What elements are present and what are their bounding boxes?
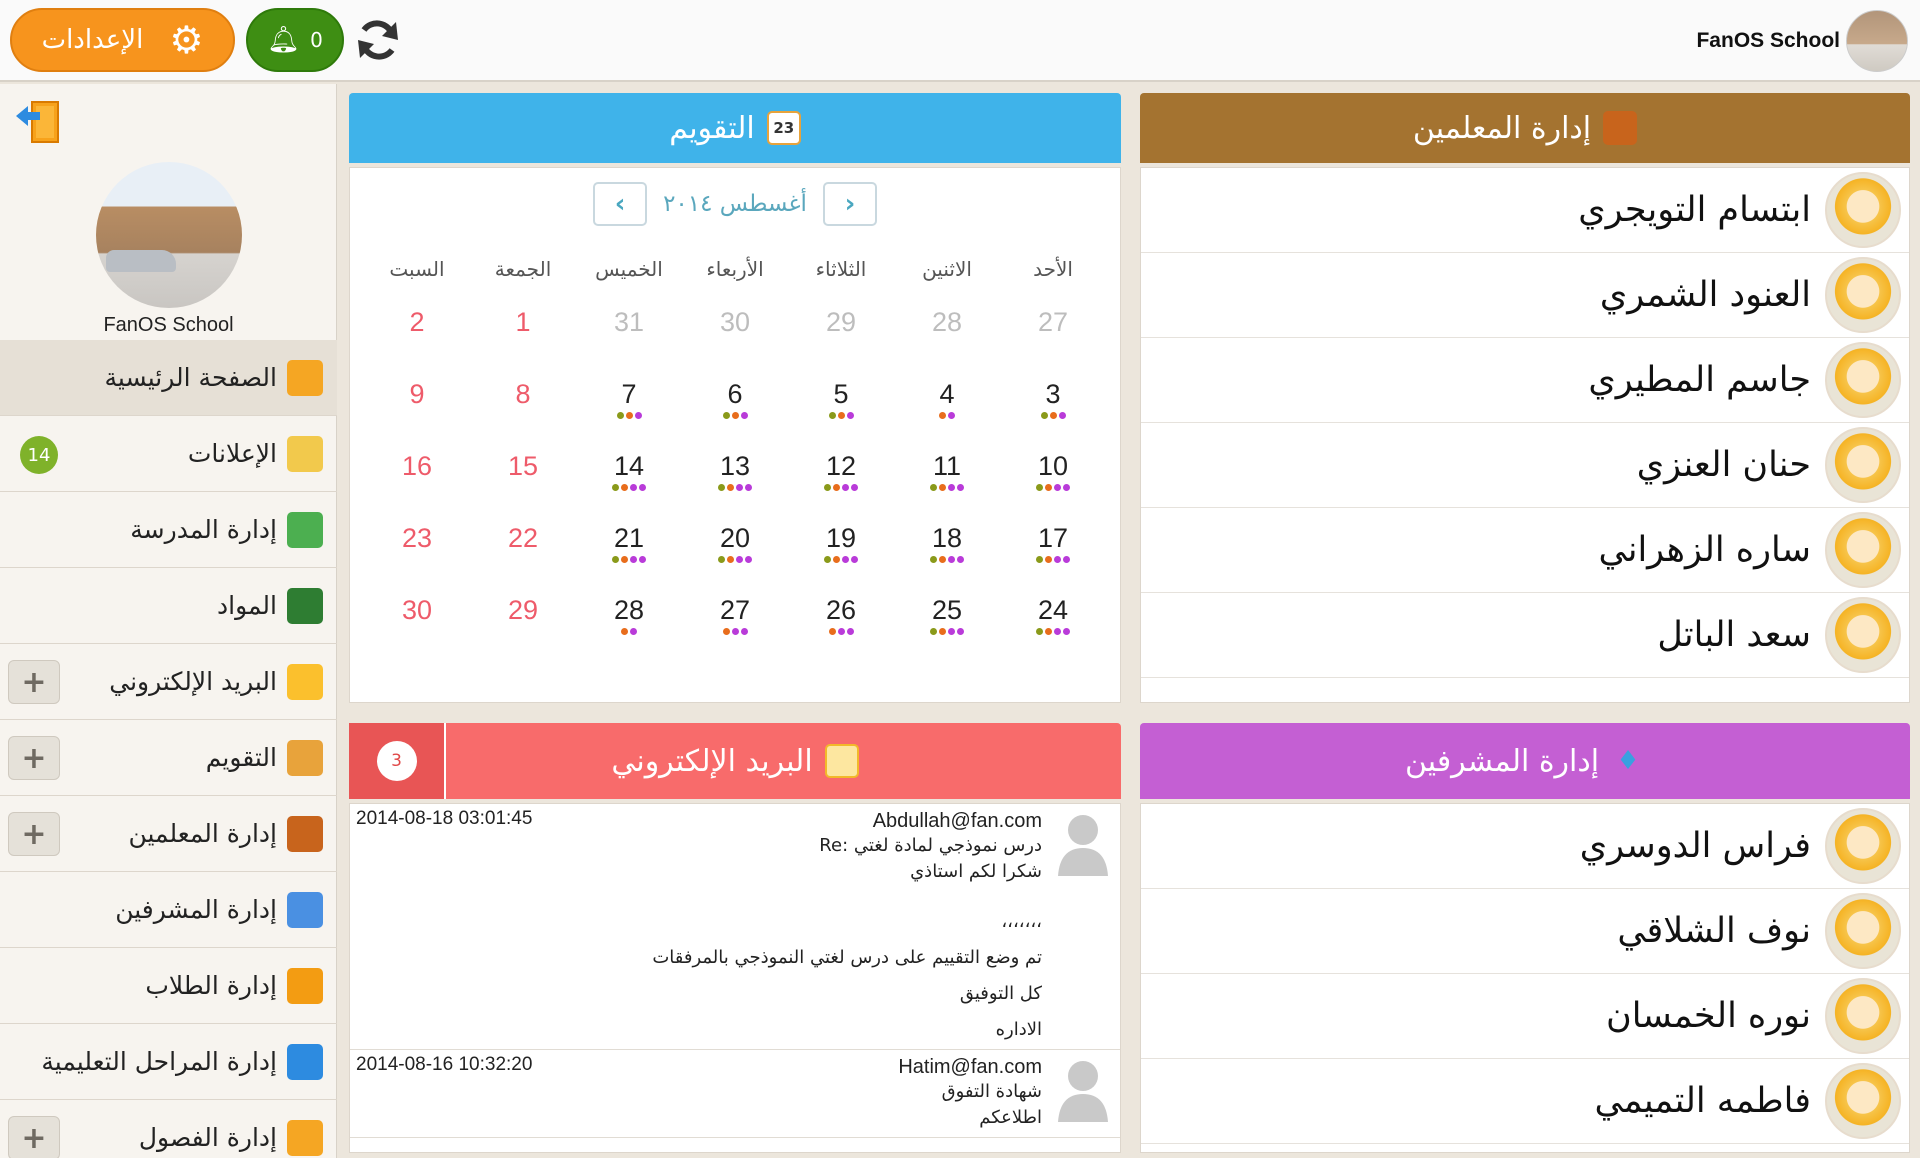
person-name: حنان العنزي <box>1636 445 1811 485</box>
calendar-day[interactable] <box>1003 511 1103 583</box>
event-dot <box>1054 484 1061 491</box>
event-dot <box>745 556 752 563</box>
sidebar-item[interactable] <box>0 948 337 1024</box>
event-dot <box>957 484 964 491</box>
event-dots <box>791 628 891 635</box>
event-dots <box>897 484 997 491</box>
calendar-day[interactable] <box>367 295 467 367</box>
sidebar-item[interactable] <box>0 1100 337 1158</box>
sidebar-item-label: البريد الإلكتروني <box>109 667 277 696</box>
calendar-day-number: 30 <box>719 307 751 337</box>
event-dot <box>1045 484 1052 491</box>
calendar-day-number: 10 <box>1037 451 1069 481</box>
calendar-day[interactable] <box>685 367 785 439</box>
event-dot <box>621 628 628 635</box>
calendar-panel <box>349 167 1121 703</box>
calendar-day-number: 13 <box>719 451 751 481</box>
calendar-day[interactable] <box>367 367 467 439</box>
sidebar-item-label: إدارة الطلاب <box>145 971 277 1000</box>
calendar-header <box>349 93 1121 163</box>
event-dot <box>727 484 734 491</box>
calendar-day-number: 8 <box>515 379 531 409</box>
event-dot <box>1036 556 1043 563</box>
calendar-day-number: 15 <box>507 451 539 481</box>
calendar-day[interactable] <box>791 295 891 367</box>
event-dot <box>630 484 637 491</box>
calendar-day-number: 31 <box>613 307 645 337</box>
teachers-header <box>1140 93 1910 163</box>
event-dots <box>685 556 785 563</box>
event-dot <box>939 412 946 419</box>
calendar-day[interactable] <box>791 439 891 511</box>
person-avatar <box>1825 512 1901 588</box>
mail-body-line: الاداره <box>995 1019 1042 1040</box>
sidebar-item[interactable] <box>0 872 337 948</box>
event-dot <box>851 484 858 491</box>
calendar-day-name: الخميس <box>595 257 663 281</box>
calendar-day[interactable] <box>1003 367 1103 439</box>
expand-plus-button[interactable]: + <box>8 812 60 856</box>
event-dots <box>791 556 891 563</box>
top-bar <box>0 0 1920 82</box>
briefcase-icon <box>287 816 323 852</box>
person-avatar <box>1825 597 1901 673</box>
event-dot <box>1054 628 1061 635</box>
calendar-day-number: 20 <box>719 523 751 553</box>
subjects-icon <box>287 588 323 624</box>
mail-date: 2014-08-18 03:01:45 <box>356 808 533 829</box>
event-dot <box>635 412 642 419</box>
teachers-title: إدارة المعلمين <box>1412 110 1592 146</box>
event-dot <box>621 556 628 563</box>
calendar-day[interactable] <box>791 511 891 583</box>
calendar-day[interactable] <box>367 583 467 655</box>
person-name: ابتسام التويجري <box>1578 190 1811 230</box>
event-dot <box>1054 556 1061 563</box>
user-silhouette-icon <box>1054 1056 1112 1122</box>
person-row[interactable] <box>1141 1059 1909 1144</box>
calendar-day-number: 29 <box>825 307 857 337</box>
calendar-day-number: 30 <box>401 595 433 625</box>
event-dot <box>617 412 624 419</box>
event-dot <box>639 484 646 491</box>
event-dots <box>897 412 997 419</box>
event-dot <box>838 628 845 635</box>
sidebar-item[interactable] <box>0 568 337 644</box>
event-dot <box>939 484 946 491</box>
bell-icon: 🔔︎ <box>267 25 301 55</box>
event-dot <box>626 412 633 419</box>
calendar-day[interactable] <box>897 439 997 511</box>
notifications-button[interactable] <box>246 8 344 72</box>
event-dots <box>1003 484 1103 491</box>
event-dot <box>745 484 752 491</box>
person-name: فاطمه التميمي <box>1594 1081 1811 1121</box>
event-dots <box>1003 556 1103 563</box>
announcements-icon <box>287 436 323 472</box>
event-dot <box>851 556 858 563</box>
profile-name: FanOS School <box>103 314 234 336</box>
event-dot <box>957 628 964 635</box>
calendar-week <box>350 439 1120 511</box>
mail-body-line: درس نموذجي لمادة لغتي :Re <box>819 835 1042 856</box>
person-name: سعد الباتل <box>1657 615 1811 655</box>
sidebar-item-label: الإعلانات <box>187 439 277 468</box>
person-name: جاسم المطيري <box>1588 360 1811 400</box>
event-dot <box>1045 556 1052 563</box>
sidebar-item[interactable] <box>0 416 337 492</box>
person-row[interactable] <box>1141 338 1909 423</box>
event-dot <box>1045 628 1052 635</box>
calendar-day-number: 14 <box>613 451 645 481</box>
event-dot <box>847 412 854 419</box>
settings-label: الإعدادات <box>41 25 144 55</box>
event-dot <box>639 556 646 563</box>
sidebar-item[interactable] <box>0 720 337 796</box>
calendar-day[interactable] <box>1003 439 1103 511</box>
person-avatar <box>1825 893 1901 969</box>
expand-plus-button[interactable]: + <box>8 1116 60 1158</box>
person-row[interactable] <box>1141 168 1909 253</box>
sidebar-item[interactable] <box>0 340 337 416</box>
calendar-day-number: 17 <box>1037 523 1069 553</box>
sidebar-item-label: الصفحة الرئيسية <box>104 363 277 392</box>
sidebar-item-label: إدارة المعلمين <box>128 819 277 848</box>
event-dot <box>1036 628 1043 635</box>
event-dot <box>948 484 955 491</box>
event-dot <box>1041 412 1048 419</box>
calendar-day-number: 21 <box>613 523 645 553</box>
calendar-day[interactable] <box>685 511 785 583</box>
calendar-day-number: 26 <box>825 595 857 625</box>
calendar-nav <box>350 182 1120 226</box>
mail-header <box>349 723 1121 799</box>
calendar-day-number: 18 <box>931 523 963 553</box>
event-dot <box>741 628 748 635</box>
person-row[interactable] <box>1141 974 1909 1059</box>
calendar-day[interactable] <box>897 295 997 367</box>
calendar-day-name: الثلاثاء <box>815 257 867 281</box>
event-dot <box>723 412 730 419</box>
person-avatar <box>1825 172 1901 248</box>
home-icon <box>287 360 323 396</box>
event-dots <box>1003 628 1103 635</box>
calendar-day-number: 11 <box>932 451 962 481</box>
calendar-grid <box>350 243 1120 655</box>
count-badge: 14 <box>20 436 58 474</box>
person-name: فراس الدوسري <box>1579 826 1811 866</box>
notifications-count: 0 <box>310 28 323 52</box>
school-management-icon <box>287 512 323 548</box>
sidebar-item-label: المواد <box>216 591 277 620</box>
mail-body-line: اطلاعكم <box>979 1107 1042 1128</box>
calendar-day[interactable] <box>473 367 573 439</box>
calendar-day[interactable] <box>579 367 679 439</box>
event-dot <box>727 556 734 563</box>
person-row[interactable] <box>1141 423 1909 508</box>
event-dots <box>685 628 785 635</box>
calendar-day[interactable] <box>473 583 573 655</box>
calendar-day[interactable] <box>791 367 891 439</box>
event-dot <box>824 556 831 563</box>
calendar-week <box>350 511 1120 583</box>
calendar-day-number: 6 <box>727 379 743 409</box>
person-name: ساره الزهراني <box>1598 530 1811 570</box>
calendar-day[interactable] <box>897 583 997 655</box>
calendar-week <box>350 583 1120 655</box>
calendar-day-number: 28 <box>613 595 645 625</box>
calendar-day-number: 3 <box>1045 379 1061 409</box>
event-dot <box>842 484 849 491</box>
event-dot <box>1063 628 1070 635</box>
mail-title: البريد الإلكتروني <box>611 743 813 779</box>
calendar-day[interactable] <box>579 439 679 511</box>
envelope-icon <box>825 744 859 778</box>
person-avatar <box>1825 257 1901 333</box>
mail-body-line: شكرا لكم استاذي <box>910 861 1042 882</box>
calendar-day-name: الأربعاء <box>706 257 764 281</box>
event-dot <box>612 556 619 563</box>
event-dot <box>824 484 831 491</box>
calendar-day-number: 29 <box>507 595 539 625</box>
calendar-day-number: 27 <box>1037 307 1069 337</box>
calendar-month-label: أغسطس ٢٠١٤ <box>663 191 807 217</box>
calendar-week <box>350 295 1120 367</box>
sidebar-item[interactable] <box>0 492 337 568</box>
sidebar-item[interactable] <box>0 1024 337 1100</box>
event-dot <box>829 412 836 419</box>
mail-body-line: تم وضع التقييم على درس لغتي النموذجي بالمرفقات <box>652 947 1042 968</box>
event-dot <box>718 484 725 491</box>
calendar-icon: 23 <box>767 111 801 145</box>
person-row[interactable] <box>1141 804 1909 889</box>
calendar-day-number: 4 <box>939 379 955 409</box>
event-dot <box>948 556 955 563</box>
calendar-day-names <box>350 243 1120 295</box>
mail-body-line: كل التوفيق <box>959 983 1042 1004</box>
tie-icon <box>287 892 323 928</box>
event-dot <box>732 628 739 635</box>
mail-date: 2014-08-16 10:32:20 <box>356 1054 533 1075</box>
calendar-day-number: 2 <box>409 307 425 337</box>
sidebar <box>0 84 337 1158</box>
calendar-next-button[interactable]: › <box>823 182 877 226</box>
calendar-day[interactable] <box>367 439 467 511</box>
event-dot <box>829 628 836 635</box>
classes-icon <box>287 1120 323 1156</box>
calendar-day-number: 22 <box>507 523 539 553</box>
event-dot <box>732 412 739 419</box>
event-dots <box>791 412 891 419</box>
students-icon <box>287 968 323 1004</box>
event-dot <box>847 628 854 635</box>
calendar-day-number: 9 <box>409 379 425 409</box>
person-avatar <box>1825 342 1901 418</box>
event-dot <box>833 484 840 491</box>
calendar-day[interactable] <box>473 439 573 511</box>
event-dot <box>939 556 946 563</box>
calendar-day[interactable] <box>1003 295 1103 367</box>
sidebar-item-label: إدارة المراحل التعليمية <box>41 1047 277 1076</box>
person-row[interactable] <box>1141 508 1909 593</box>
calendar-week <box>350 367 1120 439</box>
event-dot <box>630 556 637 563</box>
person-row[interactable] <box>1141 889 1909 974</box>
calendar-day-number: 7 <box>621 379 637 409</box>
person-avatar <box>1825 808 1901 884</box>
calendar-day[interactable] <box>579 511 679 583</box>
mail-icon <box>287 664 323 700</box>
sidebar-nav <box>0 340 337 1158</box>
briefcase-icon <box>1603 111 1637 145</box>
calendar-day-number: 12 <box>825 451 857 481</box>
event-dot <box>1063 484 1070 491</box>
calendar-day[interactable] <box>685 583 785 655</box>
calendar-day-number: 24 <box>1037 595 1069 625</box>
profile-avatar <box>96 162 242 308</box>
person-name: نوف الشلاقي <box>1617 911 1811 951</box>
event-dot <box>736 556 743 563</box>
calendar-day-number: 23 <box>401 523 433 553</box>
event-dot <box>621 484 628 491</box>
event-dot <box>612 484 619 491</box>
mail-count-badge[interactable]: 3 <box>349 723 446 799</box>
calendar-day[interactable] <box>685 295 785 367</box>
calendar-day-number: 1 <box>515 307 531 337</box>
mail-sender: Abdullah@fan.com <box>872 810 1042 832</box>
event-dots <box>1003 412 1103 419</box>
calendar-day[interactable] <box>579 295 679 367</box>
sidebar-item-label: إدارة المشرفين <box>115 895 277 924</box>
mail-body-line <box>356 885 1042 899</box>
event-dots <box>685 412 785 419</box>
event-dot <box>718 556 725 563</box>
calendar-icon <box>287 740 323 776</box>
person-avatar <box>1825 978 1901 1054</box>
calendar-prev-button[interactable]: ‹ <box>593 182 647 226</box>
supervisors-title: إدارة المشرفين <box>1404 743 1600 779</box>
event-dot <box>741 412 748 419</box>
calendar-day[interactable] <box>579 583 679 655</box>
calendar-day[interactable] <box>897 367 997 439</box>
sidebar-item-label: إدارة الفصول <box>138 1123 277 1152</box>
sidebar-item-label: إدارة المدرسة <box>130 515 277 544</box>
calendar-day[interactable] <box>685 439 785 511</box>
event-dot <box>948 628 955 635</box>
back-arrow-icon[interactable] <box>14 98 62 146</box>
brand-name: FanOS School <box>1696 29 1840 52</box>
calendar-day-name: الجمعة <box>494 257 552 281</box>
calendar-day[interactable] <box>897 511 997 583</box>
calendar-day-number: 16 <box>401 451 433 481</box>
event-dots <box>791 484 891 491</box>
event-dots <box>579 628 679 635</box>
sidebar-item[interactable] <box>0 796 337 872</box>
gear-icon: ⚙ <box>169 18 204 62</box>
mail-list <box>349 803 1121 1153</box>
calendar-day[interactable] <box>473 295 573 367</box>
tie-icon: ♦ <box>1616 746 1640 776</box>
teachers-list <box>1140 167 1910 703</box>
calendar-day[interactable] <box>473 511 573 583</box>
calendar-day[interactable] <box>1003 583 1103 655</box>
event-dots <box>579 484 679 491</box>
calendar-day-number: 5 <box>833 379 849 409</box>
person-avatar <box>1825 427 1901 503</box>
settings-button[interactable] <box>10 8 235 72</box>
event-dot <box>930 556 937 563</box>
event-dot <box>723 628 730 635</box>
person-name: العنود الشمري <box>1599 275 1811 315</box>
event-dot <box>930 628 937 635</box>
person-row[interactable] <box>1141 253 1909 338</box>
event-dot <box>939 628 946 635</box>
calendar-day-name: الاثنين <box>922 257 972 281</box>
sidebar-item[interactable] <box>0 644 337 720</box>
calendar-day-number: 19 <box>825 523 857 553</box>
calendar-day-name: السبت <box>389 257 445 281</box>
event-dot <box>842 556 849 563</box>
calendar-day-number: 27 <box>719 595 751 625</box>
calendar-title: التقويم <box>669 110 755 146</box>
event-dot <box>833 556 840 563</box>
sidebar-item-label: التقويم <box>205 743 277 772</box>
event-dot <box>838 412 845 419</box>
event-dot <box>1050 412 1057 419</box>
refresh-icon[interactable] <box>352 14 404 66</box>
supervisors-header <box>1140 723 1910 799</box>
event-dot <box>957 556 964 563</box>
expand-plus-button[interactable]: + <box>8 736 60 780</box>
event-dot <box>1059 412 1066 419</box>
event-dots <box>579 412 679 419</box>
event-dots <box>897 628 997 635</box>
stages-icon <box>287 1044 323 1080</box>
event-dot <box>1063 556 1070 563</box>
person-avatar <box>1825 1063 1901 1139</box>
event-dot <box>736 484 743 491</box>
event-dot <box>930 484 937 491</box>
user-silhouette-icon <box>1054 810 1112 876</box>
calendar-day-number: 28 <box>931 307 963 337</box>
calendar-day[interactable] <box>367 511 467 583</box>
person-row[interactable] <box>1141 593 1909 678</box>
mail-body-line: شهادة التفوق <box>941 1081 1042 1102</box>
event-dots <box>685 484 785 491</box>
event-dot <box>948 412 955 419</box>
calendar-day-number: 25 <box>931 595 963 625</box>
calendar-day-name: الأحد <box>1033 257 1073 281</box>
calendar-day[interactable] <box>791 583 891 655</box>
event-dot <box>630 628 637 635</box>
person-name: نوره الخمسان <box>1606 996 1811 1036</box>
expand-plus-button[interactable]: + <box>8 660 60 704</box>
event-dots <box>897 556 997 563</box>
brand <box>1696 10 1908 72</box>
event-dot <box>1036 484 1043 491</box>
supervisors-list <box>1140 803 1910 1153</box>
mail-body-line: ،،،،،،، <box>1001 911 1042 932</box>
mail-item[interactable] <box>350 1050 1120 1138</box>
event-dots <box>579 556 679 563</box>
mail-item[interactable] <box>350 804 1120 1050</box>
school-logo <box>1846 10 1908 72</box>
mail-sender: Hatim@fan.com <box>898 1056 1042 1078</box>
